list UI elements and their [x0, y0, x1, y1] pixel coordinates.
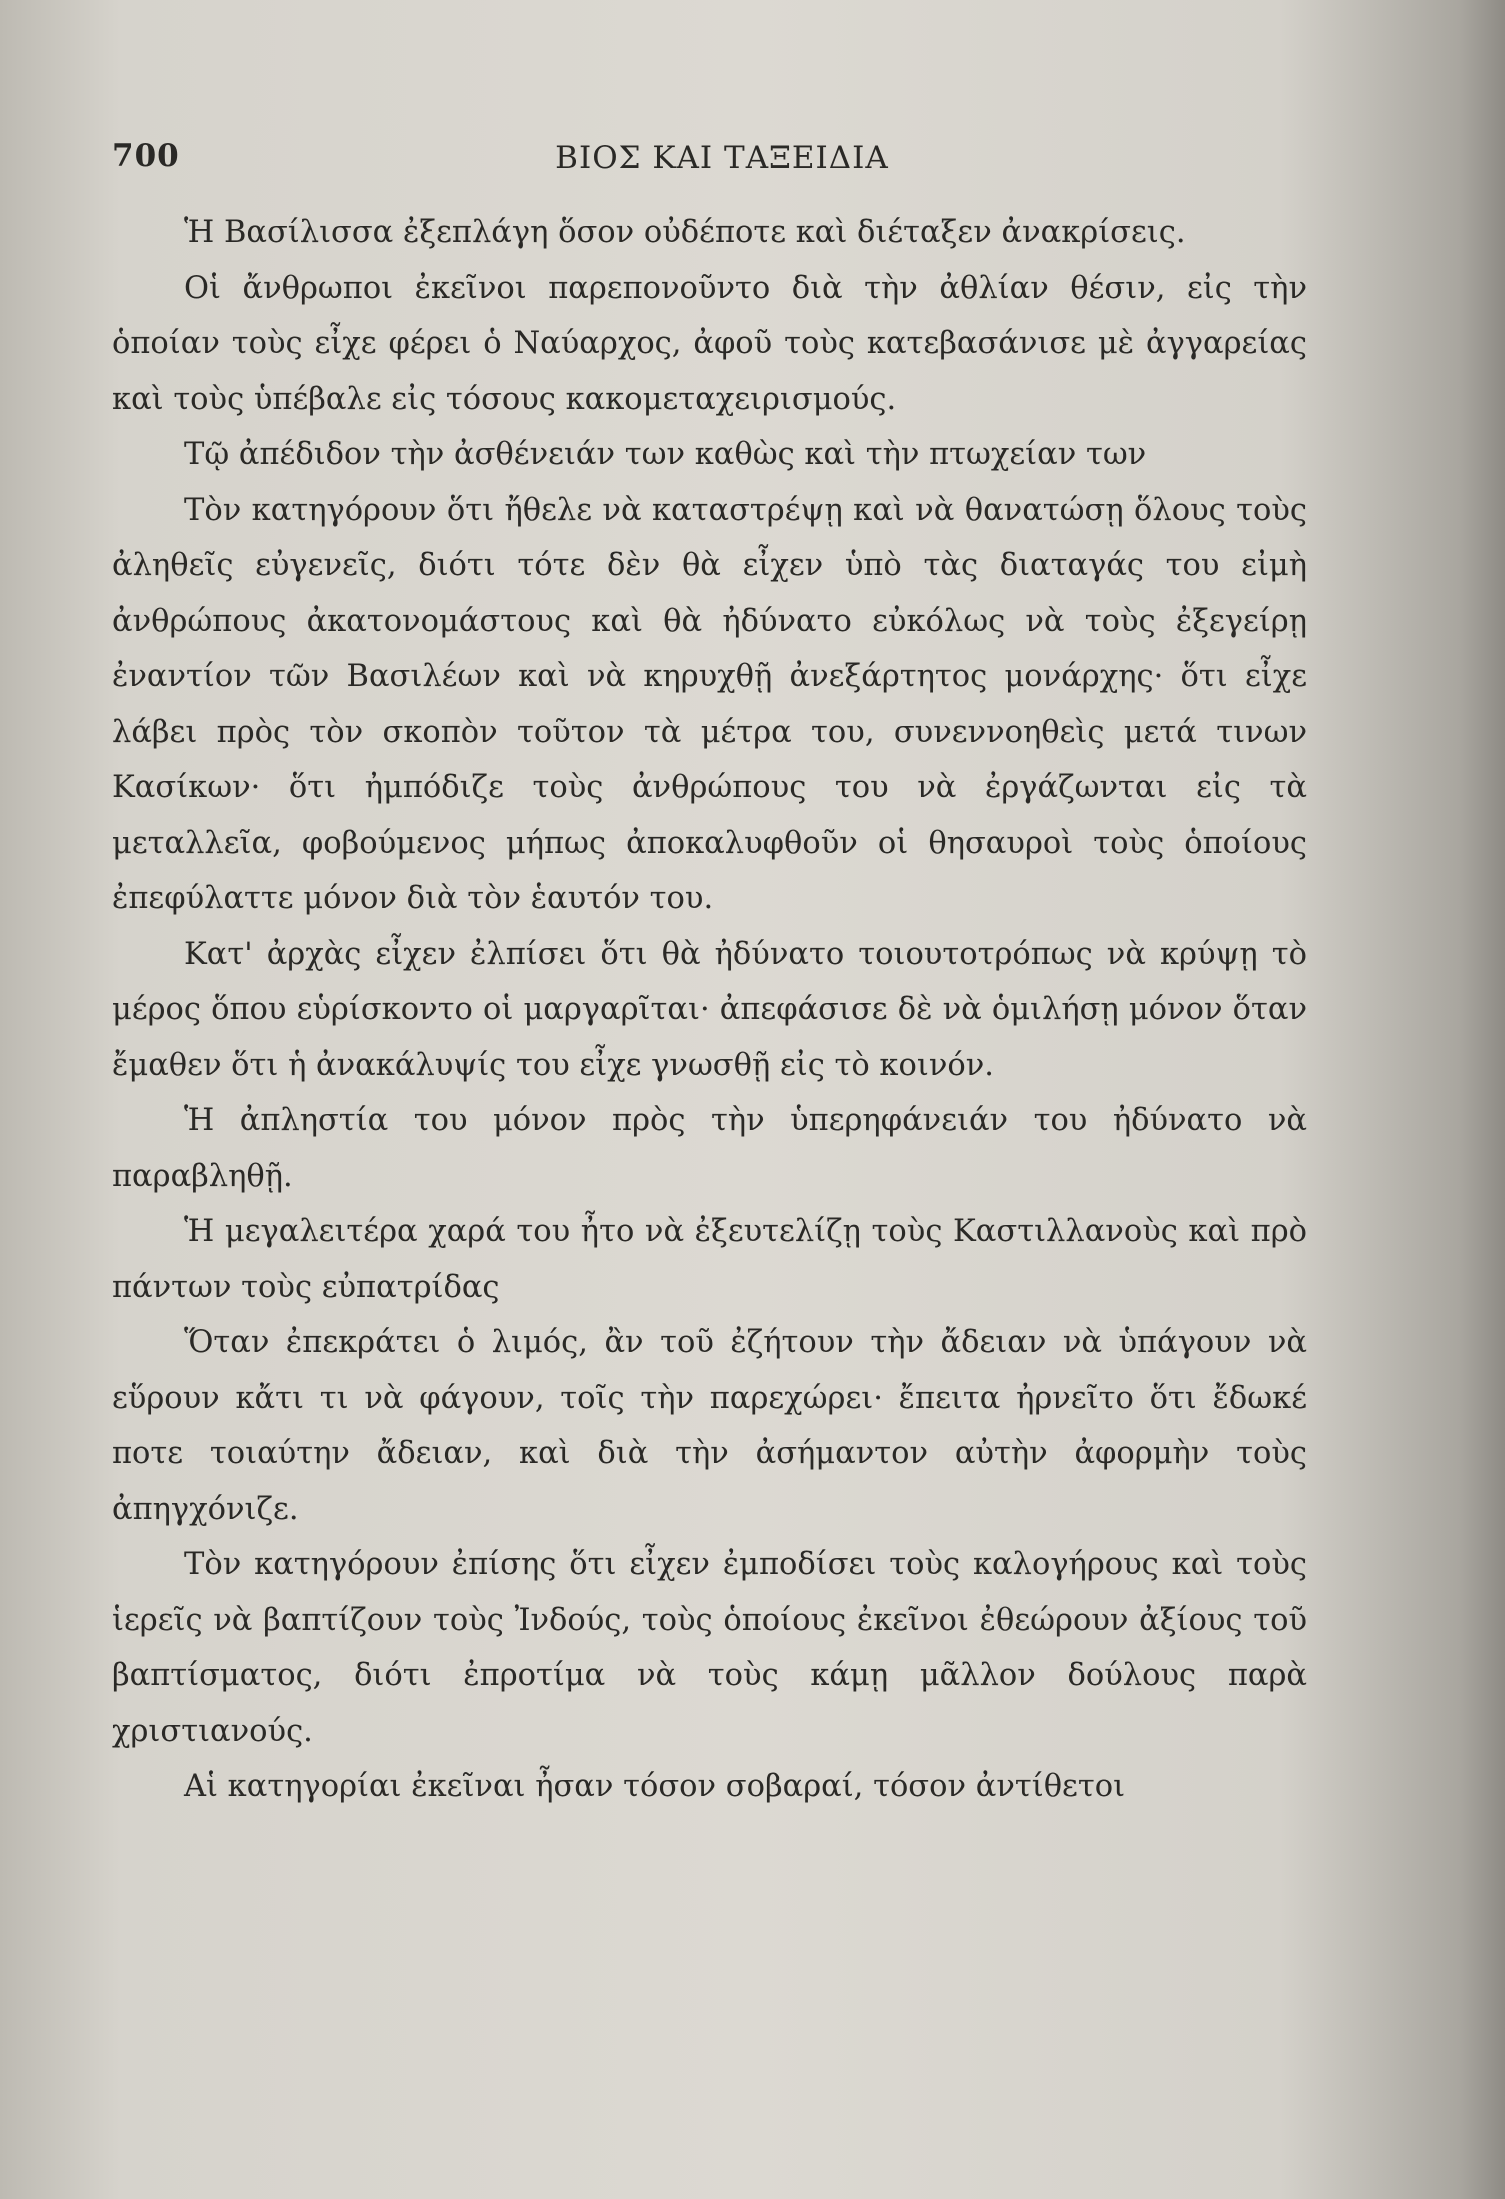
page-number: 700: [112, 138, 180, 174]
paragraph: Ἡ ἀπληστία του μόνον πρὸς τὴν ὑπερηφάνειάν του ἠδύνατο νὰ παραβληθῇ.: [112, 1103, 1307, 1194]
running-head: ΒΙΟΣ ΚΑΙ ΤΑΞΕΙΔΙΑ: [555, 140, 889, 176]
paragraph: Τῷ ἀπέδιδον τὴν ἀσθένειάν των καθὼς καὶ τὴν πτωχείαν των: [184, 437, 1147, 472]
paragraph: Ὅταν ἐπεκράτει ὁ λιμός, ἂν τοῦ ἐζήτουν τὴν ἄδειαν νὰ ὑπάγουν νὰ εὕρουν κἄτι τι νὰ φάγουν, τοῖς τὴν παρεχώρει· ἔπειτα ἠρνεῖτο ὅτι ἔδωκέ ποτε τοιαύτην ἄδειαν, καὶ διὰ τὴν ἀσήμαντον αὐτὴν ἀφορμὴν τοὺς ἀπηγχόνιζε.: [112, 1325, 1307, 1527]
page-header: [112, 138, 1332, 188]
paragraph: Ἡ Βασίλισσα ἐξεπλάγη ὅσον οὐδέποτε καὶ διέταξεν ἀνακρίσεις.: [184, 215, 1186, 250]
paragraph: Αἱ κατηγορίαι ἐκεῖναι ἦσαν τόσον σοβαραί, τόσον ἀντίθετοι: [184, 1769, 1126, 1804]
paragraph: Κατ' ἀρχὰς εἶχεν ἐλπίσει ὅτι θὰ ἠδύνατο τοιουτοτρόπως νὰ κρύψῃ τὸ μέρος ὅπου εὑρίσκοντο οἱ μαργαρῖται· ἀπεφάσισε δὲ νὰ ὁμιλήσῃ μόνον ὅταν ἔμαθεν ὅτι ἡ ἀνακάλυψίς του εἶχε γνωσθῇ εἰς τὸ κοινόν.: [112, 936, 1307, 1083]
paragraph: Τὸν κατηγόρουν ὅτι ἤθελε νὰ καταστρέψῃ καὶ νὰ θανατώσῃ ὅλους τοὺς ἀληθεῖς εὐγενεῖς, διότι τότε δὲν θὰ εἶχεν ὑπὸ τὰς διαταγάς του εἰμὴ ἀνθρώπους ἀκατονομάστους καὶ θὰ ἠδύνατο εὐκόλως νὰ τοὺς ἐξεγείρῃ ἐναντίον τῶν Βασιλέων καὶ νὰ κηρυχθῇ ἀνεξάρτητος μονάρχης· ὅτι εἶχε λάβει πρὸς τὸν σκοπὸν τοῦτον τὰ μέτρα του, συνεννοηθεὶς μετά τινων Κασίκων· ὅτι ἠμπόδιζε τοὺς ἀνθρώπους του νὰ ἐργάζωνται εἰς τὰ μεταλλεῖα, φοβούμενος μήπως ἀποκαλυφθοῦν οἱ θησαυροὶ τοὺς ὁποίους ἐπεφύλαττε μόνον διὰ τὸν ἑαυτόν του.: [112, 492, 1307, 916]
paragraph: Ἡ μεγαλειτέρα χαρά του ἦτο νὰ ἐξευτελίζῃ τοὺς Καστιλλανοὺς καὶ πρὸ πάντων τοὺς εὐπατρίδας: [112, 1214, 1307, 1305]
paragraph: Οἱ ἄνθρωποι ἐκεῖνοι παρεπονοῦντο διὰ τὴν ἀθλίαν θέσιν, εἰς τὴν ὁποίαν τοὺς εἶχε φέρει ὁ Ναύαρχος, ἀφοῦ τοὺς κατεβασάνισε μὲ ἀγγαρείας καὶ τοὺς ὑπέβαλε εἰς τόσους κακομεταχειρισμούς.: [112, 270, 1307, 417]
paragraph: Τὸν κατηγόρουν ἐπίσης ὅτι εἶχεν ἐμποδίσει τοὺς καλογήρους καὶ τοὺς ἱερεῖς νὰ βαπτίζουν τοὺς Ἰνδούς, τοὺς ὁποίους ἐκεῖνοι ἐθεώρουν ἀξίους τοῦ βαπτίσματος, διότι ἐπροτίμα νὰ τοὺς κάμῃ μᾶλλον δούλους παρὰ χριστιανούς.: [112, 1547, 1307, 1749]
body-text: [112, 205, 1307, 1815]
